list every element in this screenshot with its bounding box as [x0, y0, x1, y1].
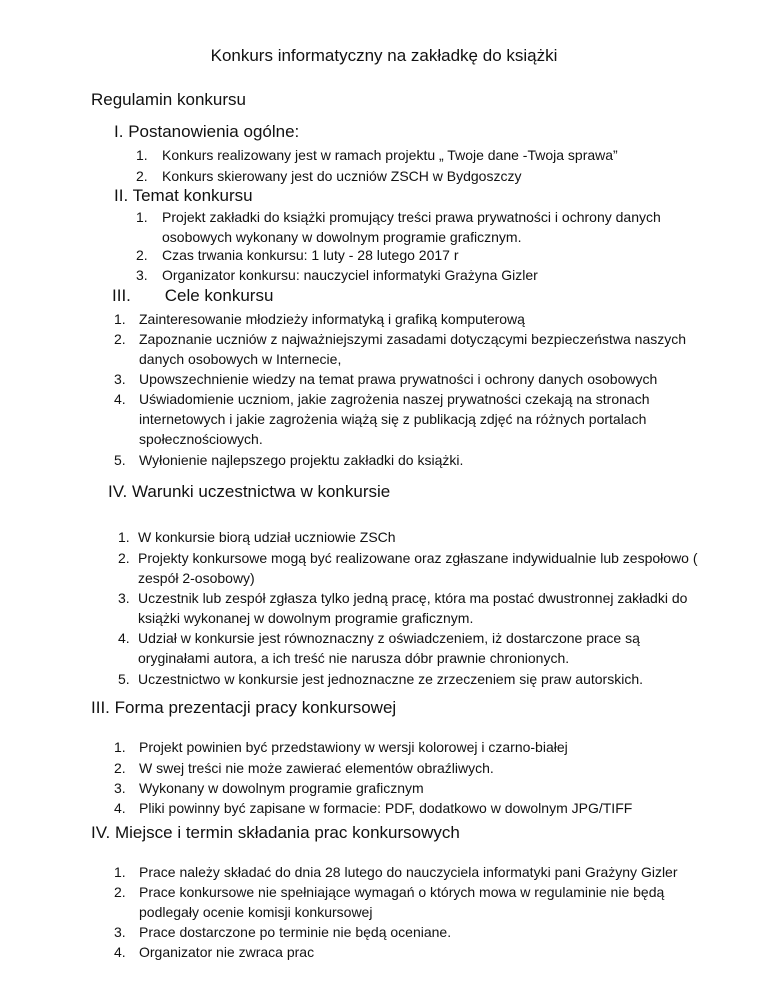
item-text: Zainteresowanie młodzieży informatyką i grafiką komputerową: [139, 311, 525, 327]
section-number: III.: [91, 698, 110, 717]
list-item: [114, 862, 754, 882]
item-number: 3.: [114, 924, 126, 940]
item-number: 4.: [114, 800, 126, 816]
section-title: Miejsce i termin składania prac konkursowych: [114, 823, 460, 842]
item-text: Konkurs realizowany jest w ramach projektu „ Twoje dane -Twoja sprawa”: [162, 147, 618, 163]
item-text: Upowszechnienie wiedzy na temat prawa prywatności i ochrony danych osobowych: [139, 371, 658, 387]
item-text: Pliki powinny być zapisane w formacie: PDF, dodatkowo w dowolnym JPG/TIFF: [139, 800, 633, 816]
section-heading-topic: [114, 186, 253, 206]
item-number: 4.: [118, 630, 130, 646]
item-text: Konkurs skierowany jest do uczniów ZSCH w Bydgoszczy: [162, 168, 522, 184]
item-number: 1.: [118, 529, 130, 545]
item-number: 2.: [114, 884, 126, 900]
list-item: [118, 588, 698, 628]
section-title: Cele konkursu: [164, 286, 274, 305]
item-text: Projekty konkursowe mogą być realizowane oraz zgłaszane indywidualnie lub zespołowo ( zespół 2-osobowy): [138, 550, 698, 586]
item-number: 5.: [114, 452, 126, 468]
item-text: Uczestnictwo w konkursie jest jednoznaczne ze zrzeczeniem się praw autorskich.: [138, 671, 643, 687]
list-item: [114, 922, 694, 942]
item-number: 3.: [114, 371, 126, 387]
list-item: [118, 628, 698, 668]
item-text: Prace konkursowe nie spełniające wymagań o których mowa w regulaminie nie będą podlegały ocenie komisji konkursowej: [139, 884, 665, 920]
list-item: [118, 548, 698, 588]
section-number: IV.: [108, 482, 128, 501]
item-number: 3.: [114, 780, 126, 796]
item-text: Wykonany w dowolnym programie graficznym: [139, 780, 424, 796]
item-text: Projekt powinien być przedstawiony w wersji kolorowej i czarno-białej: [139, 739, 568, 755]
item-number: 2.: [136, 168, 148, 184]
item-number: 1.: [136, 147, 148, 163]
item-text: W swej treści nie może zawierać elementów obraźliwych.: [139, 760, 494, 776]
item-number: 5.: [118, 671, 130, 687]
list-item: [114, 758, 694, 778]
section-heading-general: [114, 122, 299, 142]
item-text: W konkursie biorą udział uczniowie ZSCh: [138, 529, 396, 545]
section-title: Temat konkursu: [132, 186, 253, 205]
list-item: [114, 942, 694, 962]
list-item: [118, 669, 698, 689]
item-text: Prace należy składać do dnia 28 lutego do nauczyciela informatyki pani Grażyny Gizler: [139, 864, 678, 880]
item-number: 3.: [118, 590, 130, 606]
section-title: Warunki uczestnictwa w konkursie: [131, 482, 391, 501]
list-item: [136, 145, 696, 165]
item-number: 2.: [114, 331, 126, 347]
section-number: IV.: [91, 823, 111, 842]
item-text: Zapoznanie uczniów z najważniejszymi zasadami dotyczącymi bezpieczeństwa naszych danych osobowych w Internecie,: [139, 331, 687, 367]
section-title: Postanowienia ogólne:: [128, 122, 300, 141]
item-text: Czas trwania konkursu: 1 luty - 28 lutego 2017 r: [162, 247, 459, 263]
list-item: [136, 166, 696, 186]
section-heading-conditions: [108, 482, 390, 502]
list-item: [136, 207, 702, 247]
item-number: 4.: [114, 944, 126, 960]
item-number: 1.: [114, 311, 126, 327]
list-item: [114, 450, 694, 470]
list-item: [118, 527, 698, 547]
item-number: 2.: [114, 760, 126, 776]
document-title: Konkurs informatyczny na zakładkę do książki: [210, 46, 558, 65]
section-number: II.: [114, 186, 129, 205]
list-item: [114, 309, 694, 329]
item-text: Uczestnik lub zespół zgłasza tylko jedną pracę, która ma postać dwustronnej zakładki do książki wykonanej w dowolnym programie graficznym.: [138, 590, 688, 626]
section-heading-presentation: [91, 698, 396, 718]
list-item: [136, 245, 696, 265]
item-text: Uświadomienie uczniom, jakie zagrożenia naszej prywatności czekają na stronach internetowych i jakie zagrożenia wiążą się z publikacją zdjęć na różnych portalach społecznościowych.: [139, 391, 650, 447]
item-text: Organizator konkursu: nauczyciel informatyki Grażyna Gizler: [162, 267, 538, 283]
section-number: III.: [112, 286, 131, 305]
list-item: [114, 369, 694, 389]
item-number: 1.: [114, 864, 126, 880]
item-number: 1.: [136, 209, 148, 225]
document-subtitle: Regulamin konkursu: [91, 90, 246, 109]
item-number: 2.: [136, 247, 148, 263]
item-number: 1.: [114, 739, 126, 755]
item-number: 2.: [118, 550, 130, 566]
item-text: Prace dostarczone po terminie nie będą oceniane.: [139, 924, 452, 940]
item-text: Projekt zakładki do książki promujący treści prawa prywatności i ochrony danych osobowych wykonany w dowolnym programie graficznym.: [162, 209, 661, 245]
section-heading-submission: [91, 823, 460, 843]
section-title: Forma prezentacji pracy konkursowej: [114, 698, 397, 717]
item-number: 4.: [114, 391, 126, 407]
list-item: [114, 778, 694, 798]
list-item: [114, 737, 694, 757]
list-item: [114, 329, 694, 369]
section-number: I.: [114, 122, 124, 141]
list-item: [136, 265, 696, 285]
list-item: [114, 882, 694, 922]
section-heading-goals: [112, 286, 273, 306]
item-number: 3.: [136, 267, 148, 283]
item-text: Udział w konkursie jest równoznaczny z oświadczeniem, iż dostarczone prace są oryginałami autora, a ich treść nie narusza dóbr prawnie chronionych.: [138, 630, 640, 666]
list-item: [114, 389, 674, 449]
item-text: Wyłonienie najlepszego projektu zakładki do książki.: [139, 452, 464, 468]
list-item: [114, 798, 714, 818]
item-text: Organizator nie zwraca prac: [139, 944, 315, 960]
